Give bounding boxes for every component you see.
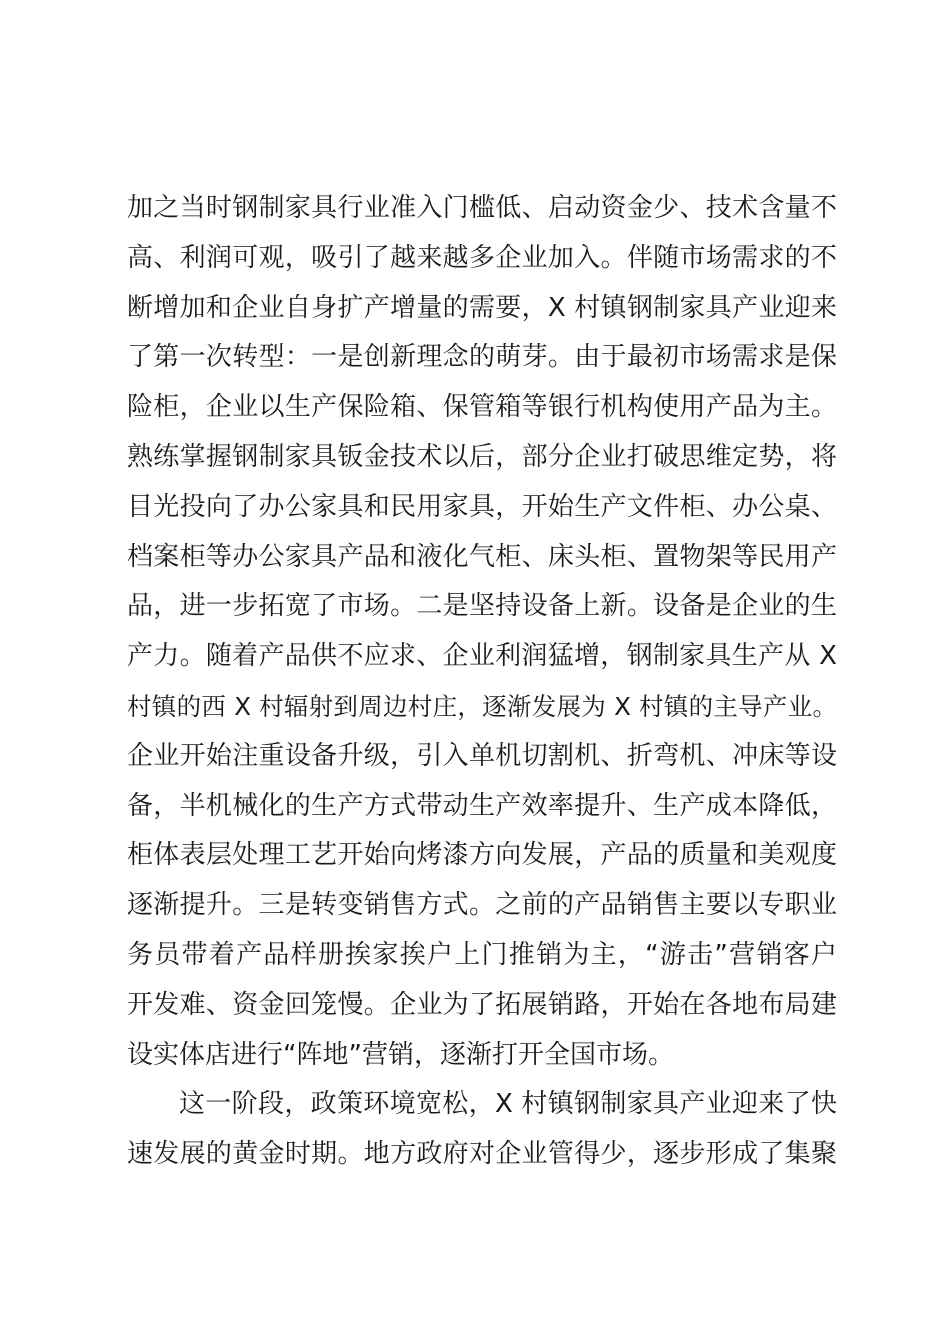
text-line: 速发展的黄金时期。地方政府对企业管得少，逐步形成了集聚 [127, 1139, 837, 1170]
text-line: 产力。随着产品供不应求、企业利润猛增，钢制家具生产从 X [127, 641, 837, 672]
text-line: 品，进一步拓宽了市场。二是坚持设备上新。设备是企业的生 [127, 591, 837, 622]
text-line: 逐渐提升。三是转变销售方式。之前的产品销售主要以专职业 [127, 890, 837, 921]
text-line: 村镇的西 X 村辐射到周边村庄，逐渐发展为 X 村镇的主导产业。 [127, 691, 837, 721]
text-line: 熟练掌握钢制家具钣金技术以后，部分企业打破思维定势，将 [127, 441, 837, 472]
text-line: 加之当时钢制家具行业准入门槛低、启动资金少、技术含量不 [127, 193, 837, 223]
text-line: 险柜，企业以生产保险箱、保管箱等银行机构使用产品为主。 [127, 392, 837, 423]
text-line: 断增加和企业自身扩产增量的需要，X 村镇钢制家具产业迎来 [127, 292, 837, 323]
text-line: 了第一次转型：一是创新理念的萌芽。由于最初市场需求是保 [127, 342, 837, 373]
text-line: 目光投向了办公家具和民用家具，开始生产文件柜、办公桌、 [127, 491, 837, 522]
text-line: 高、利润可观，吸引了越来越多企业加入。伴随市场需求的不 [127, 242, 837, 273]
text-line: 开发难、资金回笼慢。企业为了拓展销路，开始在各地布局建 [127, 989, 837, 1020]
text-line: 设实体店进行“阵地”营销，逐渐打开全国市场。 [127, 1039, 674, 1070]
text-line: 务员带着产品样册挨家挨户上门推销为主，“游击”营销客户 [127, 939, 837, 970]
text-line: 柜体表层处理工艺开始向烤漆方向发展，产品的质量和美观度 [127, 840, 837, 871]
body-text [127, 184, 837, 1180]
text-line: 档案柜等办公家具产品和液化气柜、床头柜、置物架等民用产 [127, 541, 837, 572]
text-line: 备，半机械化的生产方式带动生产效率提升、生产成本降低， [127, 790, 837, 821]
text-line: 这一阶段，政策环境宽松，X 村镇钢制家具产业迎来了快 [179, 1089, 837, 1120]
text-line: 企业开始注重设备升级，引入单机切割机、折弯机、冲床等设 [127, 740, 837, 771]
